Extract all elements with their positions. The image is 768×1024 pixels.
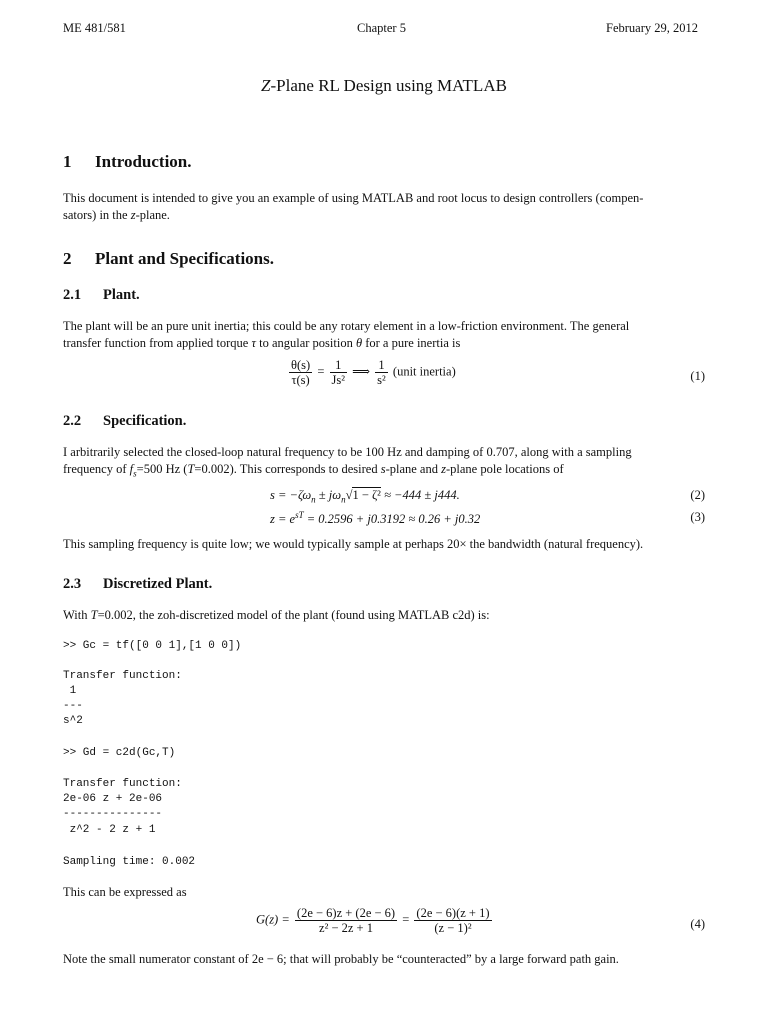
subsection-2-2-heading (63, 413, 186, 430)
spec-text-3: =0.002). This corresponds to desired (194, 462, 381, 476)
spec-s: s (380, 462, 386, 476)
disc-text-1: With (63, 608, 91, 622)
intro-text: sators) in the (63, 208, 131, 222)
eq1-mid-fraction (330, 358, 347, 387)
eq1-rhs-num: 1 (375, 358, 388, 373)
disc-paragraph (63, 607, 705, 624)
intro-paragraph (63, 190, 705, 224)
subsection-2-1-number: 2.1 (63, 287, 82, 303)
eq2-sub-n1: n (311, 494, 316, 505)
eq1-lhs-num: θ(s) (291, 358, 311, 372)
code-line-7: Transfer function: (63, 778, 182, 790)
page-title (0, 76, 768, 96)
spec-paragraph (63, 444, 705, 483)
plant-theta: θ (355, 336, 363, 350)
intro-end: -plane. (135, 208, 170, 222)
spec-text-4: -plane and (385, 462, 442, 476)
equation-2 (270, 488, 460, 505)
code-line-10: z^2 - 2 z + 1 (63, 824, 156, 836)
eq1-implies-arrow: ⟹ (352, 364, 371, 379)
spec-T: T (187, 462, 195, 476)
section-2-number: 2 (63, 249, 72, 268)
equation-3 (270, 510, 480, 527)
plant-line-2 (63, 335, 705, 352)
spec-line-2 (63, 461, 705, 483)
note-paragraph: Note the small numerator constant of 2e − 6; that will probably be “counteracted” by a large forward path gain. (63, 952, 619, 966)
code-line-9: --------------- (63, 808, 163, 820)
eq4-frac-2 (414, 906, 491, 935)
eq1-note: (unit inertia) (392, 364, 456, 379)
subsection-2-3-number: 2.3 (63, 576, 82, 592)
plant-tau: τ (251, 336, 256, 350)
subsection-2-1-heading (63, 287, 140, 304)
eq1-lhs-den: τ(s) (291, 373, 310, 387)
spec-text-5: -plane pole locations of (445, 462, 564, 476)
equation-1-number: (1) (690, 369, 705, 383)
intro-line-2 (63, 207, 705, 224)
intro-var: z (130, 208, 136, 222)
plant-paragraph (63, 318, 705, 352)
subsection-2-3-heading (63, 576, 212, 593)
eq1-mid-num: 1 (330, 358, 347, 373)
eq4-lhs: G(z) = (256, 912, 290, 927)
spec-conclusion: This sampling frequency is quite low; we would typically sample at perhaps 20× the bandwidth (natural frequency). (63, 537, 644, 551)
plant-line-1: The plant will be an pure unit inertia; this could be any rotary element in a low-friction environment. The general (63, 319, 630, 333)
spec-text-2: =500 Hz ( (136, 462, 188, 476)
code-line-6: >> Gd = c2d(Gc,T) (63, 747, 176, 759)
title-var: Z (261, 76, 271, 95)
eq3-rhs: = 0.2596 + j0.3192 ≈ 0.26 + j0.32 (303, 512, 481, 527)
equation-4 (256, 906, 494, 935)
eq2-sqrt-icon: √ (345, 488, 353, 502)
code-line-3: 1 (63, 685, 77, 697)
code-line-5: s^2 (63, 715, 83, 727)
header-course: ME 481/581 (63, 21, 126, 35)
section-2-heading (63, 249, 274, 269)
eq1-rhs-den: s² (377, 373, 386, 387)
subsection-2-1-title: Plant. (103, 287, 140, 303)
eq4-equals: = (402, 912, 410, 927)
eq1-mid-den: Js² (331, 373, 345, 387)
subsection-2-2-title: Specification. (103, 413, 187, 429)
eq1-equals: = (317, 364, 325, 379)
subsection-2-2-number: 2.2 (63, 413, 82, 429)
code-line-11: Sampling time: 0.002 (63, 856, 196, 868)
plant-text-2: to angular position (255, 336, 356, 350)
header-date: February 29, 2012 (606, 21, 698, 35)
section-2-title: Plant and Specifications. (95, 249, 274, 268)
eq1-rhs-fraction (375, 358, 388, 387)
eq4-frac-1 (295, 906, 397, 935)
eq4-f1-den: z² − 2z + 1 (319, 921, 373, 935)
spec-fs-sub: s (133, 468, 137, 479)
eq2-sqrt-body: 1 − ζ² (352, 488, 381, 502)
eq4-f2-num: (2e − 6)(z + 1) (416, 906, 490, 920)
eq2-rhs: ≈ −444 ± j444. (380, 488, 460, 502)
subsection-2-3-title: Discretized Plant. (103, 576, 213, 592)
spec-text-1: frequency of (63, 462, 130, 476)
plant-text-1: transfer function from applied torque (63, 336, 252, 350)
section-1-number: 1 (63, 152, 72, 171)
section-1-title: Introduction. (95, 152, 192, 171)
eq4-f1-num: (2e − 6)z + (2e − 6) (296, 906, 396, 920)
code-line-8: 2e-06 z + 2e-06 (63, 793, 163, 805)
eq2-pm: ± jω (315, 488, 342, 502)
header-chapter: Chapter 5 (357, 21, 406, 35)
expression-text: This can be expressed as (63, 885, 187, 899)
equation-1 (287, 358, 456, 387)
section-1-heading (63, 152, 192, 172)
equation-2-number: (2) (690, 488, 705, 502)
spec-line-1: I arbitrarily selected the closed-loop natural frequency to be 100 Hz and damping of 0.707, along with a sampling (63, 445, 632, 459)
disc-T: T (90, 608, 98, 622)
intro-line-1: This document is intended to give you an example of using MATLAB and root locus to design controllers (compen- (63, 191, 644, 205)
equation-4-number: (4) (690, 917, 705, 931)
eq2-sub-n2: n (341, 494, 346, 505)
equation-3-number: (3) (690, 510, 705, 524)
plant-text-3: for a pure inertia is (362, 336, 461, 350)
code-line-2: Transfer function: (63, 670, 182, 682)
eq1-lhs-fraction (289, 358, 312, 387)
code-line-1: >> Gc = tf([0 0 1],[1 0 0]) (63, 640, 242, 652)
eq2-lhs: s = −ζω (270, 488, 312, 502)
eq3-lhs: z = e (270, 512, 296, 527)
title-rest: -Plane RL Design using MATLAB (270, 76, 507, 95)
spec-fs: f (129, 462, 134, 476)
code-line-4: --- (63, 700, 83, 712)
disc-text-2: =0.002, the zoh-discretized model of the plant (found using MATLAB c2d) is: (97, 608, 490, 622)
spec-z: z (441, 462, 446, 476)
eq4-f2-den: (z − 1)² (434, 921, 472, 935)
eq3-sup: sT (295, 510, 304, 520)
